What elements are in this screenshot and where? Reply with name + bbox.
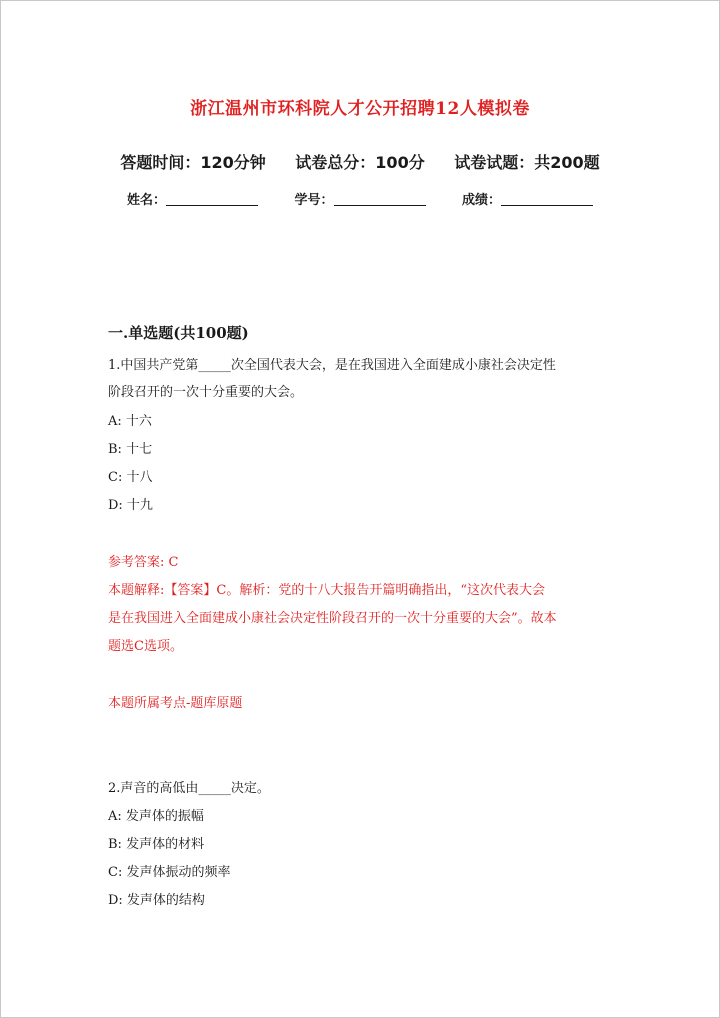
- q2-stem: 2.声音的高低由_____决定。: [108, 781, 270, 796]
- q2-option-d: D: 发声体的结构: [108, 893, 205, 908]
- name-label: 姓名：: [126, 193, 166, 208]
- q1-stem-line2: 阶段召开的一次十分重要的大会。: [108, 385, 304, 400]
- exam-total-score: 试卷总分：100分: [295, 153, 425, 172]
- student-info-row: [0, 189, 720, 208]
- q1-option-a: A: 十六: [108, 414, 152, 429]
- exam-time: 答题时间：120分钟: [120, 153, 266, 172]
- q1-explanation-line1: 本题解释:【答案】C。解析：党的十八大报告开篇明确指出，“这次代表大会: [108, 583, 545, 598]
- q2-option-c: C: 发声体振动的频率: [108, 865, 231, 880]
- q1-answer: 参考答案: C: [108, 555, 179, 570]
- q1-explanation-line3: 题选C选项。: [108, 639, 183, 654]
- score-blank[interactable]: [501, 193, 593, 206]
- q1-topic: 本题所属考点-题库原题: [108, 696, 243, 711]
- q1-option-d: D: 十九: [108, 498, 153, 513]
- exam-title: 浙江温州市环科院人才公开招聘12人模拟卷: [190, 99, 530, 119]
- score-label: 成绩：: [462, 193, 502, 208]
- exam-question-count: 试卷试题：共200题: [454, 153, 600, 172]
- section-heading: 一.单选题(共100题): [108, 324, 249, 342]
- q2-option-a: A: 发声体的振幅: [108, 809, 204, 824]
- q1-stem-line1: 1.中国共产党第_____次全国代表大会，是在我国进入全面建成小康社会决定性: [108, 358, 556, 373]
- q1-option-b: B: 十七: [108, 442, 153, 457]
- exam-info-row: [0, 150, 720, 173]
- q1-explanation-line2: 是在我国进入全面建成小康社会决定性阶段召开的一次十分重要的大会”。故本: [108, 611, 557, 626]
- name-field[interactable]: [127, 193, 263, 208]
- student-id-blank[interactable]: [334, 193, 426, 206]
- score-field[interactable]: [462, 193, 593, 208]
- q2-option-b: B: 发声体的材料: [108, 837, 205, 852]
- q1-option-c: C: 十八: [108, 470, 153, 485]
- student-id-field[interactable]: [294, 193, 430, 208]
- name-blank[interactable]: [166, 193, 258, 206]
- student-id-label: 学号：: [294, 193, 334, 208]
